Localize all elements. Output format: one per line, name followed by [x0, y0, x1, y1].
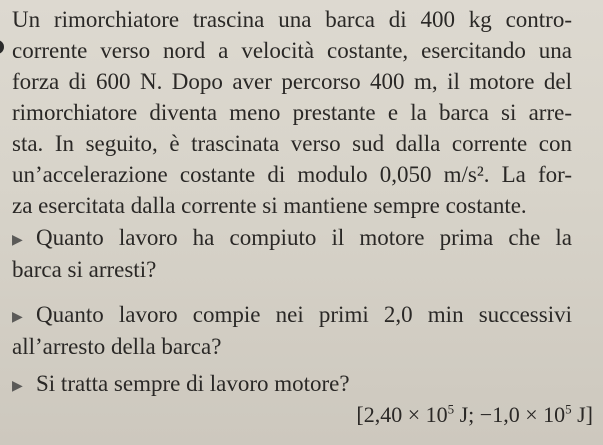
problem-line: forza di 600 N. Dopo aver percorso 400 m, il motore del: [12, 69, 572, 94]
problem-line: za esercitata dalla corrente si mantiene sempre costante.: [12, 193, 527, 218]
answer-key: [356, 401, 593, 429]
answer-part: J; −1,0 × 10: [454, 402, 566, 427]
problem-line: sta. In seguito, è trascinata verso sud dalla corrente con: [12, 131, 572, 156]
problem-line: rimorchiatore diventa meno prestante e la barca si arre-: [12, 100, 572, 125]
punch-hole: [0, 40, 4, 54]
problem-line: un’accelerazione costante di modulo 0,050 m/s². La for-: [12, 162, 572, 187]
triangle-bullet-icon: ▶: [12, 233, 23, 248]
triangle-bullet-icon: ▶: [12, 310, 23, 325]
answer-part: J]: [571, 402, 593, 427]
answer-exponent: 5: [447, 401, 455, 417]
answer-exponent: 5: [565, 401, 572, 417]
question-line: barca si arresti?: [12, 257, 157, 282]
triangle-bullet-icon: ▶: [12, 379, 23, 394]
question-line: Quanto lavoro ha compiuto il motore prima che la: [36, 225, 572, 250]
answer-part: [2,40 × 10: [356, 402, 448, 427]
problem-line: corrente verso nord a velocità costante, esercitando una: [12, 38, 572, 63]
question-line: Quanto lavoro compie nei primi 2,0 min successivi: [36, 302, 572, 327]
problem-line: Un rimorchiatore trascina una barca di 400 kg contro-: [12, 7, 572, 32]
question-line: all’arresto della barca?: [12, 334, 222, 359]
question-line: Si tratta sempre di lavoro motore?: [36, 371, 350, 396]
